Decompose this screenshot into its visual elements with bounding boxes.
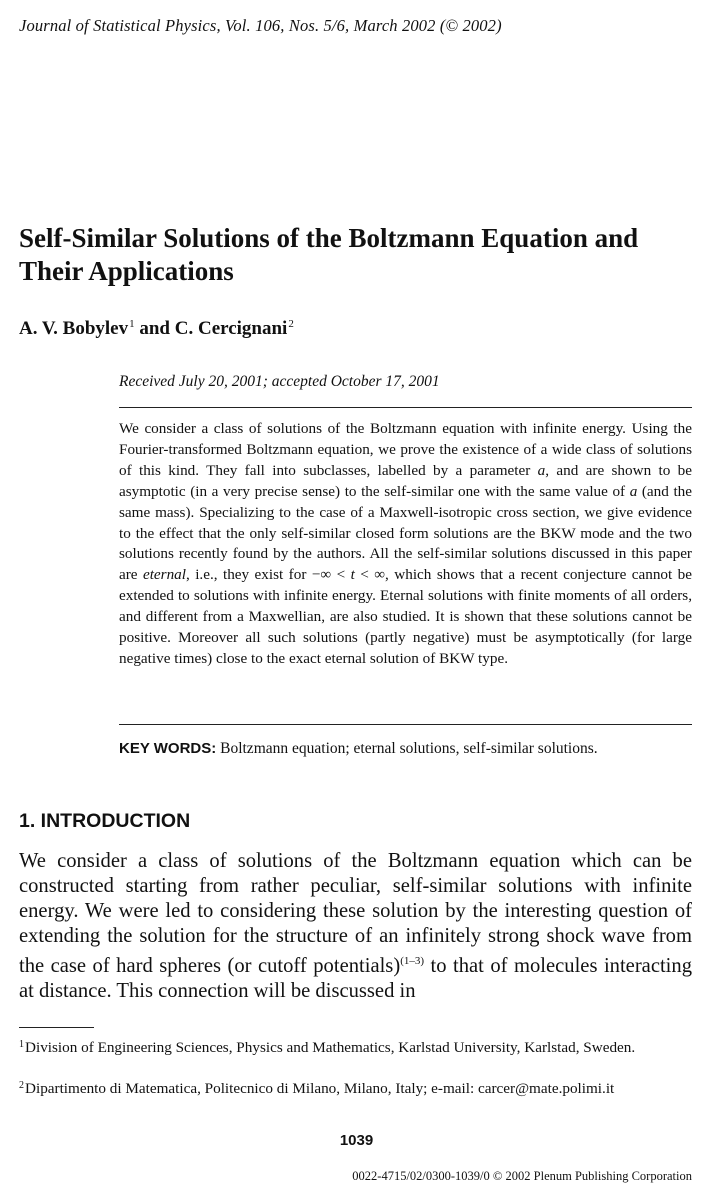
author-name: A. V. Bobylev	[19, 318, 129, 339]
abstract-bottom-rule	[119, 724, 692, 725]
abstract-top-rule	[119, 407, 692, 408]
footnote-mark: 1	[19, 1039, 24, 1050]
paper-title	[19, 222, 699, 288]
author-list	[19, 318, 294, 340]
footnote-text: Division of Engineering Sciences, Physics and Mathematics, Karlstad University, Karlstad, Sweden.	[25, 1039, 636, 1056]
section-heading: 1. INTRODUCTION	[19, 810, 191, 832]
keywords-label: KEY WORDS:	[119, 740, 217, 757]
keywords	[119, 740, 598, 758]
affiliation-mark: 1	[129, 318, 135, 330]
page-number: 1039	[339, 1132, 374, 1149]
footnote-2	[19, 1076, 692, 1100]
affiliation-mark: 2	[288, 318, 294, 330]
footnote-mark: 2	[19, 1080, 24, 1091]
abstract: We consider a class of solutions of the Boltzmann equation with infinite energy. Using the Fourier-transformed Boltzmann equation, we prove the existence of a wide class of solutions of this kind. They fall into subclasses, labelled by a parameter a, and are shown to be asymptotic (in a very precise sense) to the self-similar one with the same value of a (and the same mass). Specializing to the case of a Maxwell-isotropic cross section, we give evidence to the effect that the only self-similar closed form solutions are the BKW mode and the two solutions recently found by the authors. All the self-similar solutions discussed in this paper are eternal, i.e., they exist for −∞ < t < ∞, which shows that a recent conjecture cannot be extended to solutions with infinite energy. Eternal solutions with finite moments of all orders, and different from a Maxwellian, are also studied. It is shown that these solutions cannot be positive. Moreover all such solutions (partly negative) must be asymptotically (for large negative times) close to the exact eternal solution of BKW type.	[119, 420, 693, 667]
footnote-rule	[19, 1027, 94, 1028]
citation-ref[interactable]: (1–3)	[400, 954, 425, 967]
author-name: C. Cercignani	[174, 318, 288, 339]
copyright-line: 0022-4715/02/0300-1039/0 © 2002 Plenum Publishing Corporation	[352, 1169, 692, 1183]
title-line-2: Their Applications	[19, 256, 234, 286]
author-conjunction: and	[139, 318, 170, 339]
footnote-text: Dipartimento di Matematica, Politecnico di Milano, Milano, Italy; e-mail: carcer@mate.polimi.it	[25, 1080, 615, 1097]
keywords-text: Boltzmann equation; eternal solutions, self-similar solutions.	[220, 740, 598, 757]
title-line-1: Self-Similar Solutions of the Boltzmann Equation and	[19, 223, 639, 253]
received-dates: Received July 20, 2001; accepted October 17, 2001	[119, 373, 440, 390]
introduction-paragraph: We consider a class of solutions of the Boltzmann equation which can be constructed starting from rather peculiar, self-similar solutions with infinite energy. We were led to considering these solution by the interesting question of extending the solution for the structure of an infinitely strong shock wave from the case of hard spheres (or cutoff potentials)$^{(1-3)}$ to that of molecules interacting at distance. This connection will be discussed in	[19, 850, 692, 1002]
footnote-1	[19, 1035, 692, 1059]
journal-header: Journal of Statistical Physics, Vol. 106, Nos. 5/6, March 2002 (© 2002)	[19, 16, 502, 35]
